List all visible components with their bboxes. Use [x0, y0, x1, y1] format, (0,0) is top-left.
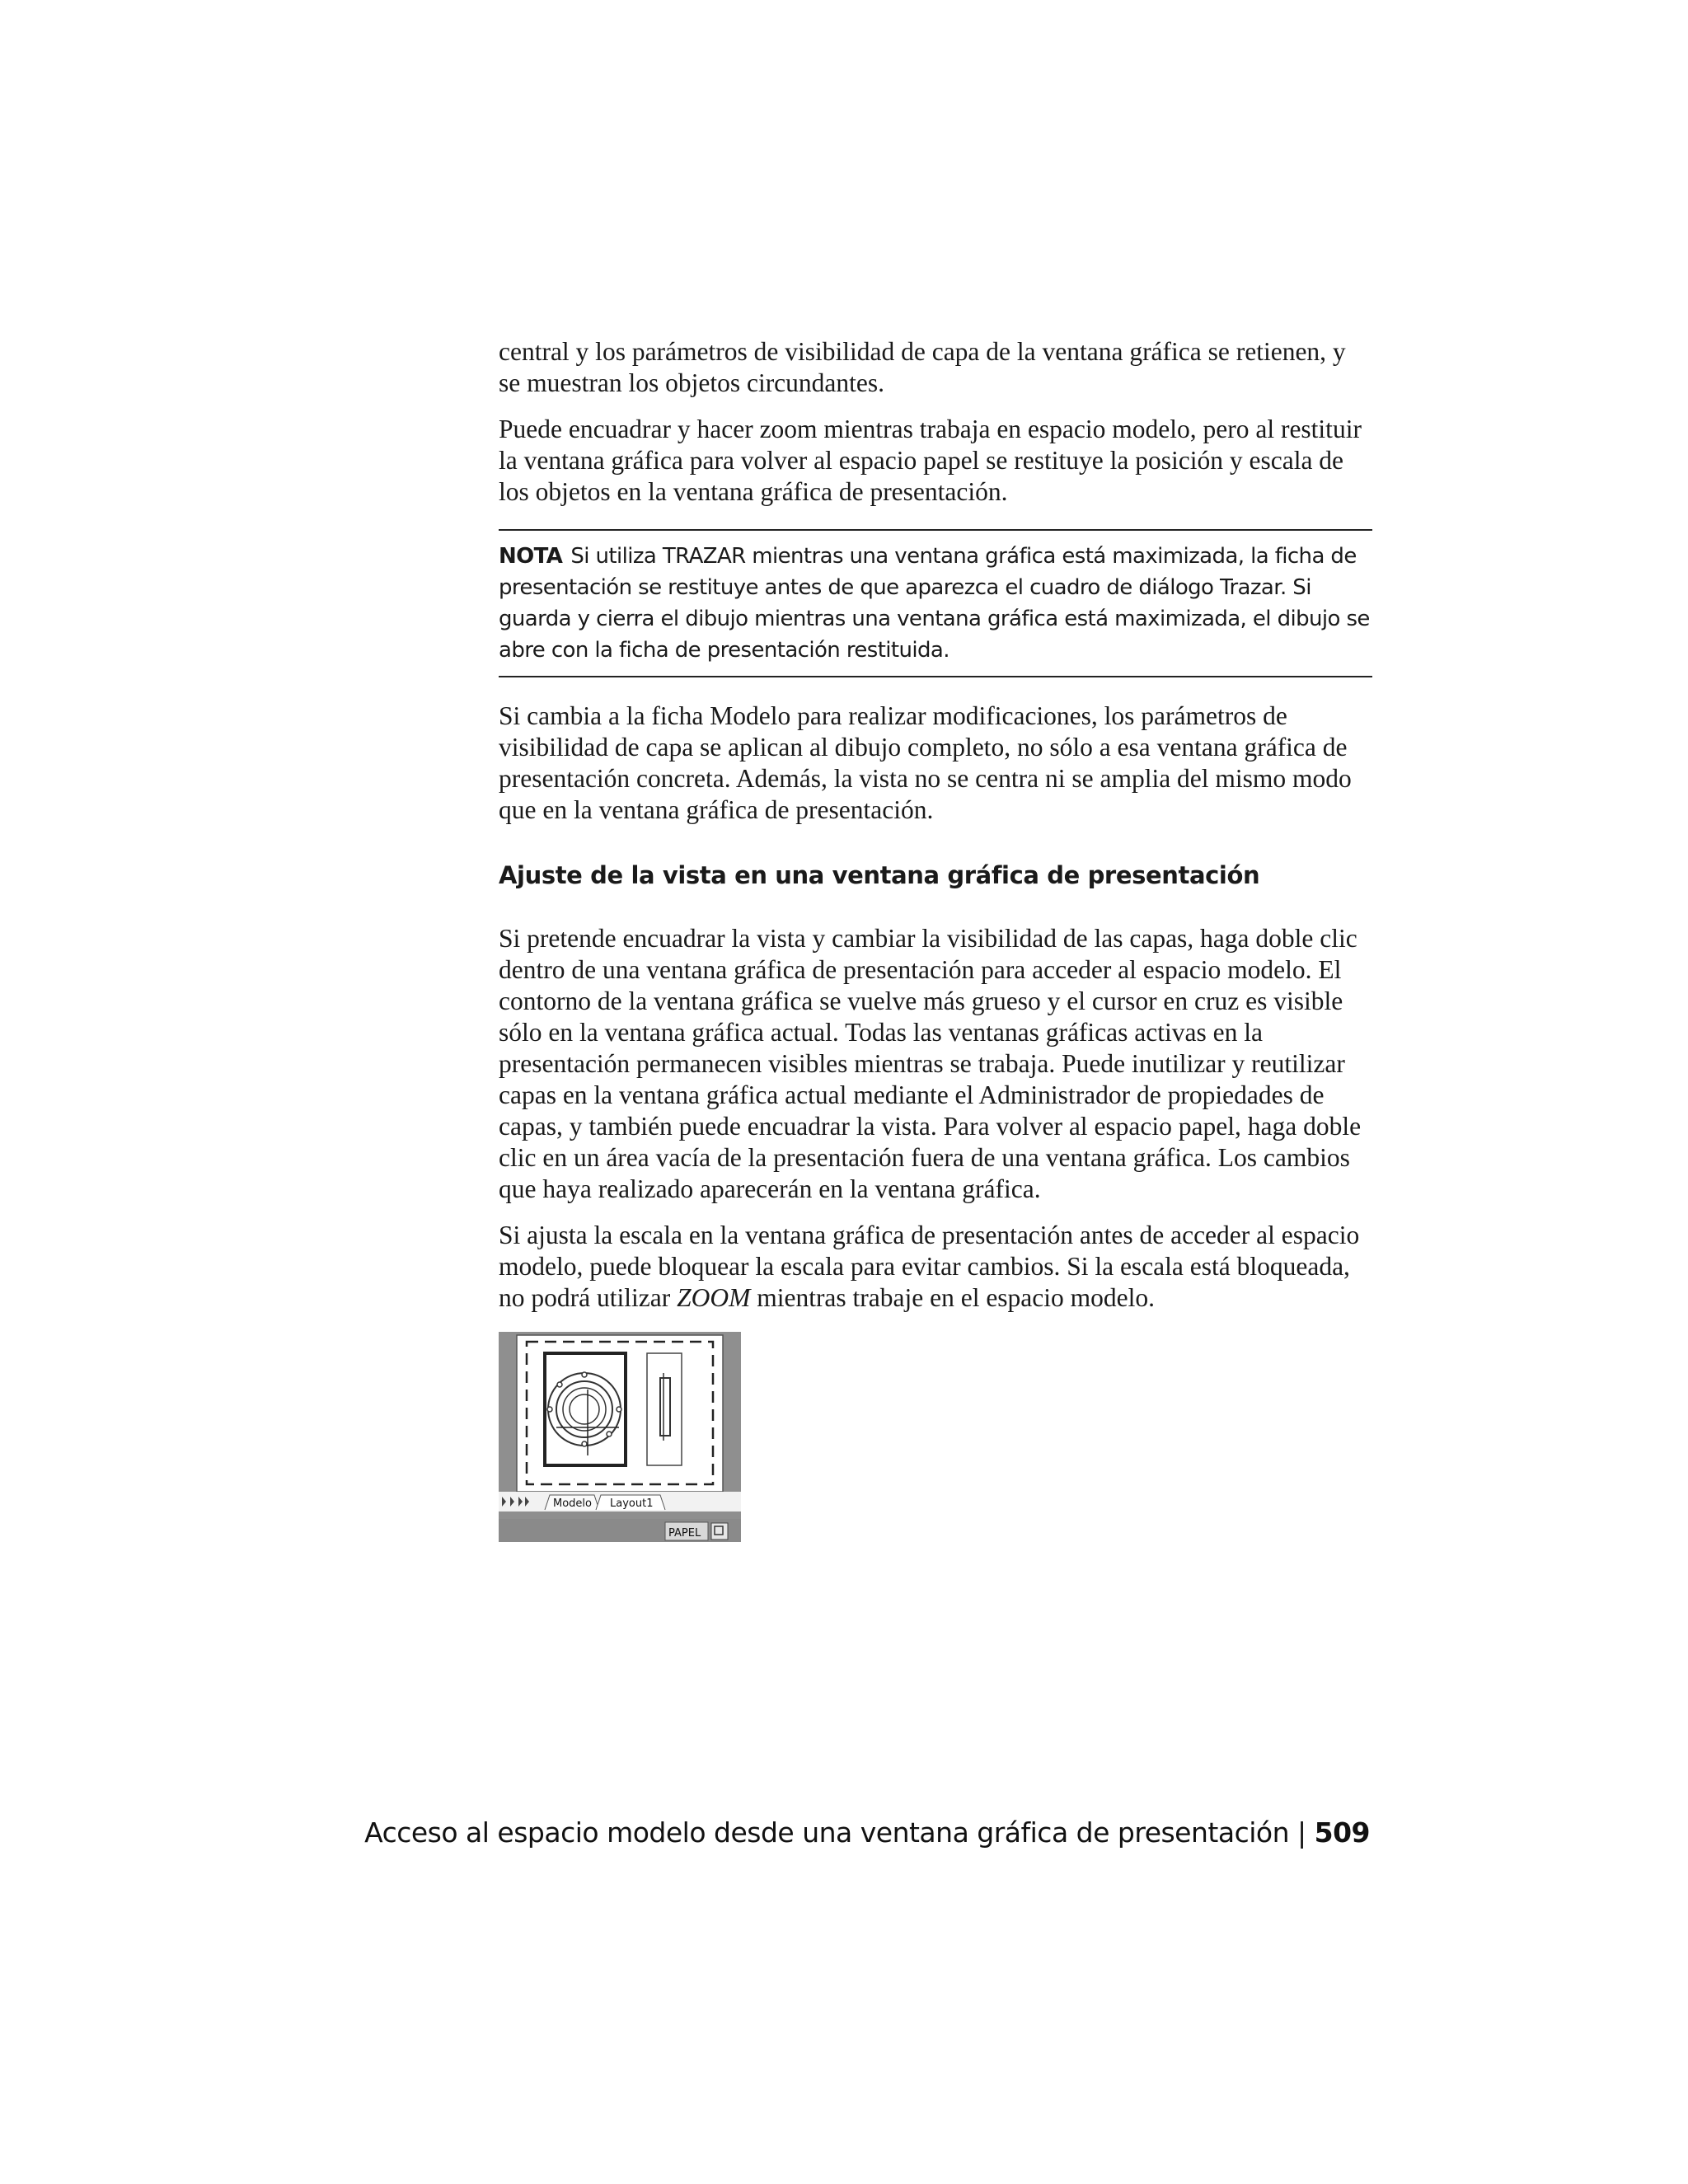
drawing-bolt-tl: [557, 1382, 562, 1387]
note-text: Si utiliza TRAZAR mientras una ventana gráfica está maximizada, la ficha de presentación se restituye antes de que aparezca el cuadro de diálogo Trazar. Si guarda y cierra el dibujo mientras una ventana gráfica está maximizada, el dibujo se abre con la ficha de presentación restituida.: [499, 544, 1370, 663]
paragraph-3: Si cambia a la ficha Modelo para realizar modificaciones, los parámetros de visibilidad de capa se aplican al dibujo completo, no sólo a esa ventana gráfica de presentación concreta. Además, la vista no se centra ni se amplia del mismo modo que en la ventana gráfica de presentación.: [499, 701, 1352, 824]
paragraph-5-text-a: Si ajusta la escala en la ventana gráfica de presentación antes de acceder al espacio modelo, puede bloquear la escala para evitar cambios. Si la escala está bloqueada, no podrá utilizar: [499, 1221, 1360, 1312]
note-box: [499, 529, 1372, 677]
footer-title: Acceso al espacio modelo desde una ventana gráfica de presentación: [364, 1816, 1289, 1849]
page-content: [499, 336, 1372, 1542]
tab-layout-label: Layout1: [610, 1497, 654, 1510]
page-number: 509: [1314, 1816, 1370, 1849]
page-footer: [364, 1816, 1370, 1849]
zoom-command: ZOOM: [677, 1283, 751, 1312]
inactive-viewport-border: [647, 1353, 682, 1465]
layout-viewport-screenshot: [499, 1332, 741, 1542]
status-maximize-icon: [711, 1523, 728, 1540]
paragraph-1: central y los parámetros de visibilidad de capa de la ventana gráfica se retienen, y se muestran los objetos circundantes.: [499, 337, 1346, 397]
note-label: NOTA: [499, 544, 563, 569]
viewport-illustration: [499, 1332, 741, 1542]
drawing-bolt-right: [617, 1407, 621, 1412]
drawing-bolt-left: [547, 1407, 552, 1412]
section-heading: Ajuste de la vista en una ventana gráfica de presentación: [499, 861, 1260, 889]
footer-separator: |: [1296, 1816, 1306, 1849]
paragraph-4: Si pretende encuadrar la vista y cambiar la visibilidad de las capas, haga doble clic dentro de una ventana gráfica de presentación para acceder al espacio modelo. El contorno de la ventana gráfica se vuelve más grueso y el cursor en cruz es visible sólo en la ventana gráfica actual. Todas las ventanas gráficas activas en la presentación permanecen visibles mientras se trabaja. Puede inutilizar y reutilizar capas en la ventana gráfica actual mediante el Administrador de propiedades de capas, y también puede encuadrar la vista. Para volver al espacio papel, haga doble clic en un área vacía de la presentación fuera de una ventana gráfica. Los cambios que haya realizado aparecerán en la ventana gráfica.: [499, 924, 1362, 1203]
drawing-bolt-top: [582, 1372, 587, 1377]
status-paper-label: PAPEL: [668, 1527, 701, 1540]
drawing-bolt-bottom: [582, 1441, 587, 1446]
paragraph-5: [499, 1220, 1372, 1314]
paragraph-2: Puede encuadrar y hacer zoom mientras trabaja en espacio modelo, pero al restituir la ventana gráfica para volver al espacio papel se restituye la posición y escala de los objetos en la ventana gráfica de presentación.: [499, 415, 1362, 506]
drawing-bolt-br: [607, 1432, 612, 1436]
paragraph-5-text-b: mientras trabaje en el espacio modelo.: [750, 1283, 1156, 1312]
tab-model-label: Modelo: [553, 1497, 592, 1510]
